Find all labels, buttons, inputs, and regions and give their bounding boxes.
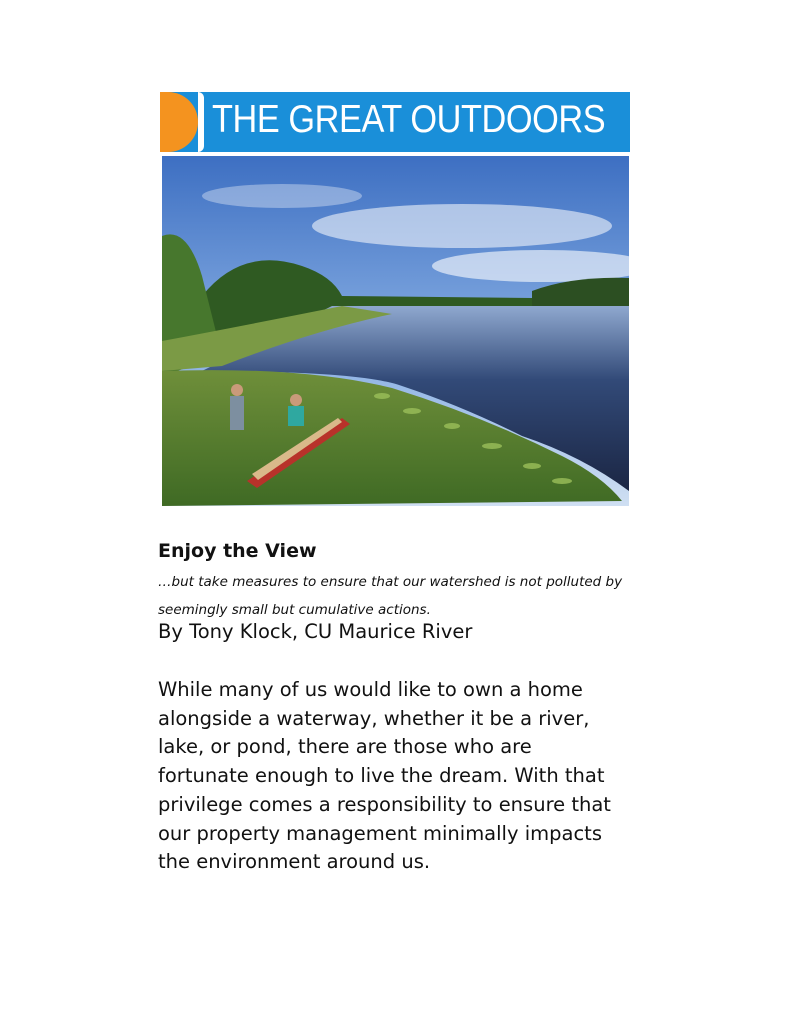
article-body: While many of us would like to own a home alongside a waterway, whether it be a river, lake, or pond, there are those who are fortunate enough to live the dream. With that privilege comes a responsibility to ensure that our property management minimally impacts the environment around us. (158, 678, 611, 874)
banner-white-divider (198, 92, 204, 152)
section-banner (160, 92, 630, 152)
article-byline: By Tony Klock, CU Maurice River (158, 620, 473, 643)
banner-orange-accent (160, 92, 198, 152)
article-headline: Enjoy the View (158, 540, 317, 562)
banner-title: THE GREAT OUTDOORS (212, 98, 606, 141)
article-dek: …but take measures to ensure that our watershed is not polluted by seemingly small but cumulative actions. (158, 574, 623, 618)
river-photo (162, 156, 629, 506)
